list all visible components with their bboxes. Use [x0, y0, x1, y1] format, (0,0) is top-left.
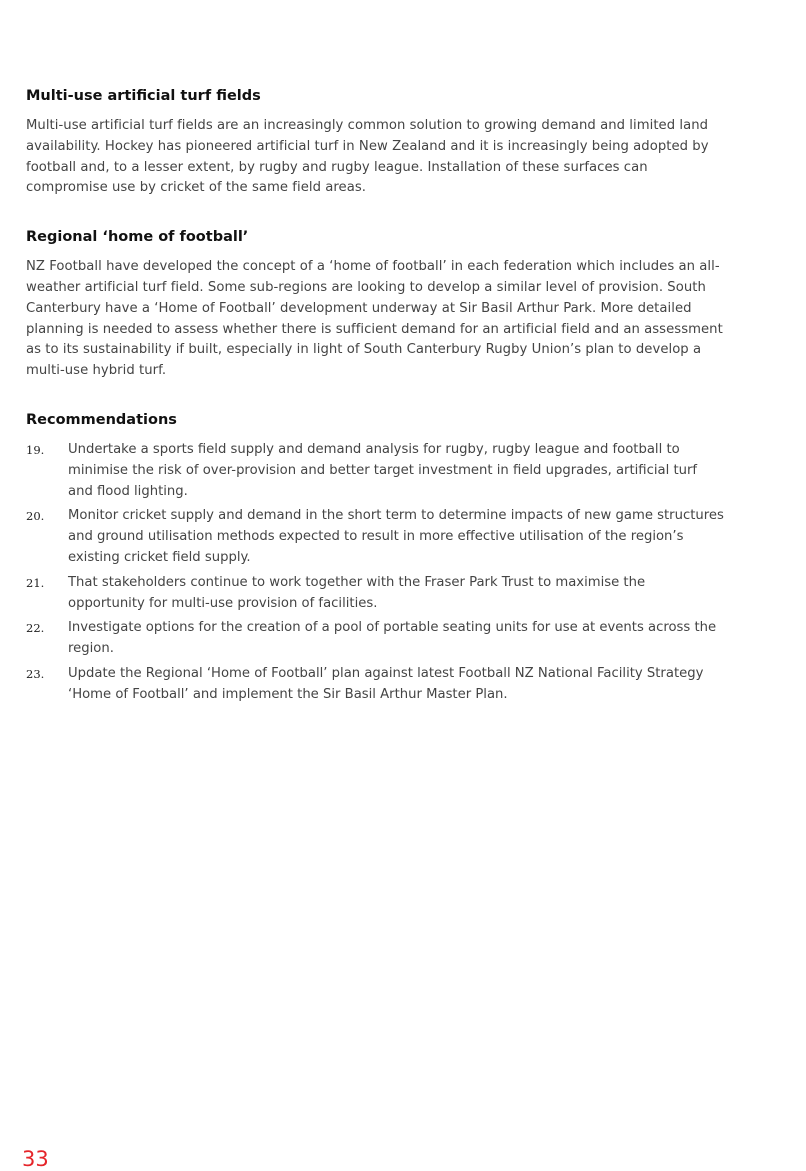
recommendation-number: 19. — [26, 442, 45, 457]
recommendation-number: 20. — [26, 509, 45, 524]
recommendation-item — [26, 506, 726, 568]
section-home-of-football — [26, 227, 726, 382]
section-heading: Multi-use artificial turf fields — [26, 88, 261, 104]
recommendation-text: Investigate options for the creation of a pool of portable seating units for use at events across the region. — [68, 620, 717, 657]
recommendation-text: Update the Regional ‘Home of Football’ plan against latest Football NZ National Facility Strategy ‘Home of Football’ and implement the Sir Basil Arthur Master Plan. — [68, 665, 704, 702]
recommendation-item — [26, 664, 726, 706]
recommendation-text: That stakeholders continue to work together with the Fraser Park Trust to maximise the opportunity for multi-use provision of facilities. — [68, 574, 646, 611]
page-number: 33 — [22, 1147, 49, 1171]
recommendation-text: Monitor cricket supply and demand in the short term to determine impacts of new game structures and ground utilisation methods expected to result in more effective utilisation of the region’s existing cricket field supply. — [68, 508, 724, 565]
section-paragraph: NZ Football have developed the concept of a ‘home of football’ in each federation which includes an all-weather artificial turf field. Some sub-regions are looking to develop a similar level of provision. South Canterbury have a ‘Home of Football’ development underway at Sir Basil Arthur Park. More detailed planning is needed to assess whether there is sufficient demand for an artificial field and an assessment as to its sustainability if built, especially in light of South Canterbury Rugby Union’s plan to develop a multi-use hybrid turf. — [26, 259, 723, 379]
section-artificial-turf — [26, 86, 726, 199]
section-heading: Regional ‘home of football’ — [26, 229, 249, 246]
section-recommendations — [26, 410, 726, 706]
document-body — [26, 86, 726, 710]
recommendation-item — [26, 618, 726, 660]
recommendations-heading: Recommendations — [26, 411, 177, 428]
recommendation-number: 23. — [26, 666, 45, 681]
recommendation-item — [26, 573, 726, 615]
section-paragraph: Multi-use artificial turf fields are an increasingly common solution to growing demand and limited land availability. Hockey has pioneered artificial turf in New Zealand and it is increasingly being adopted by football and, to a lesser extent, by rugby and rugby league. Installation of these surfaces can compromise use by cricket of the same field areas. — [26, 118, 709, 196]
recommendation-item — [26, 440, 726, 502]
recommendation-number: 22. — [26, 621, 45, 636]
recommendation-number: 21. — [26, 575, 45, 590]
recommendations-list — [26, 440, 726, 706]
recommendation-text: Undertake a sports field supply and demand analysis for rugby, rugby league and football to minimise the risk of over-provision and better target investment in field upgrades, artificial turf and flood lighting. — [68, 441, 698, 499]
